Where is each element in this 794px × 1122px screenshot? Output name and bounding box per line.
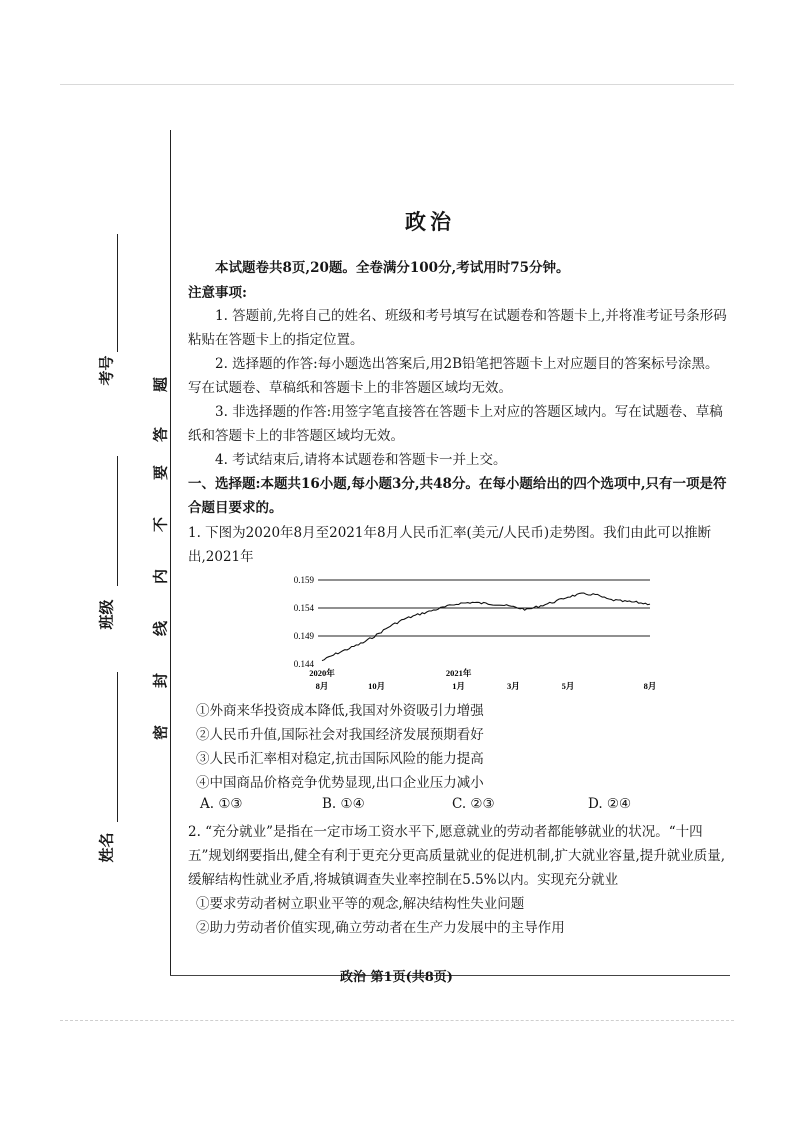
seal-char: 答	[151, 427, 170, 443]
seal-line-text	[148, 370, 172, 750]
option-b[interactable]: B. ①④	[322, 796, 365, 812]
section-heading: 一、选择题:本题共16小题,每小题3分,共48分。在每小题给出的四个选项中,只有一项是符合题目要求的。	[188, 476, 727, 516]
rate-series-line	[322, 593, 650, 661]
x-tick-label: 10月	[368, 681, 386, 691]
q2-statement: ①要求劳动者树立职业平等的观念,解决结构性失业问题	[196, 896, 525, 912]
page-footer: 政治 第1页(共8页)	[340, 970, 453, 985]
q1-statement: ①外商来华投资成本降低,我国对外资吸引力增强	[196, 703, 484, 719]
question-1-stem: 1. 下图为2020年8月至2021年8月人民币汇率(美元/人民币)走势图。我们由此可以推断出,2021年	[188, 525, 712, 565]
y-tick-label: 0.159	[293, 575, 314, 585]
q1-statement: ③人民币汇率相对稳定,抗击国际风险的能力提高	[196, 751, 484, 767]
exam-number-line	[117, 234, 118, 352]
exam-number-label: 考号	[97, 355, 116, 386]
y-tick-label: 0.154	[293, 603, 314, 613]
q2-statement: ②助力劳动者价值实现,确立劳动者在生产力发展中的主导作用	[196, 920, 565, 936]
notice-item: 2. 选择题的作答:每小题选出答案后,用2B铅笔把答题卡上对应题目的答案标号涂黑。写在试题卷、草稿纸和答题卡上的非答题区域均无效。	[188, 356, 719, 396]
seal-char: 内	[151, 569, 170, 585]
y-tick-label: 0.149	[293, 631, 314, 641]
notice-item: 4. 考试结束后,请将本试题卷和答题卡一并上交。	[215, 452, 507, 468]
exam-intro: 本试题卷共8页,20题。全卷满分100分,考试用时75分钟。	[215, 260, 570, 276]
x-tick-year: 2021年	[445, 668, 472, 678]
x-tick-label: 5月	[561, 681, 575, 691]
q1-statement: ④中国商品价格竞争优势显现,出口企业压力减小	[196, 775, 484, 791]
x-tick-label: 8月	[643, 681, 657, 691]
seal-char: 题	[151, 377, 170, 393]
name-label: 姓名	[97, 832, 116, 863]
name-line	[117, 672, 118, 822]
x-tick-label: 8月	[315, 681, 329, 691]
notice-heading: 注意事项:	[188, 285, 247, 301]
option-d[interactable]: D. ②④	[588, 796, 632, 812]
option-a[interactable]: A. ①③	[200, 796, 243, 812]
page-title: 政治	[405, 209, 455, 234]
x-tick-year: 2020年	[309, 668, 335, 678]
page-top-border	[60, 84, 734, 85]
q1-statement: ②人民币升值,国际社会对我国经济发展预期看好	[196, 727, 484, 743]
seal-char: 封	[151, 673, 170, 689]
x-tick-label: 1月	[452, 681, 466, 691]
y-tick-label: 0.144	[293, 659, 314, 669]
seal-char: 线	[151, 621, 170, 637]
class-label: 班级	[97, 599, 116, 630]
notice-item: 1. 答题前,先将自己的姓名、班级和考号填写在试题卷和答题卡上,并将准考证号条形码粘贴在答题卡上的指定位置。	[188, 308, 727, 348]
exchange-rate-chart	[260, 568, 660, 698]
question-2-stem: 2. “充分就业”是指在一定市场工资水平下,愿意就业的劳动者都能够就业的状况。“十四五”规划纲要指出,健全有利于更充分更高质量就业的促进机制,扩大就业容量,提升就业质量,缓解结构性就业矛盾,将城镇调查失业率控制在5.5%以内。实现充分就业	[188, 824, 726, 888]
page-bottom-border	[60, 1020, 734, 1021]
x-tick-label: 3月	[506, 681, 520, 691]
seal-char: 不	[151, 517, 170, 533]
seal-char: 密	[151, 725, 170, 741]
seal-char: 要	[151, 465, 170, 481]
class-line	[117, 456, 118, 586]
option-c[interactable]: C. ②③	[452, 796, 495, 812]
candidate-info-strip	[72, 232, 132, 880]
notice-item: 3. 非选择题的作答:用签字笔直接答在答题卡上对应的答题区域内。写在试题卷、草稿纸和答题卡上的非答题区域均无效。	[188, 404, 723, 444]
